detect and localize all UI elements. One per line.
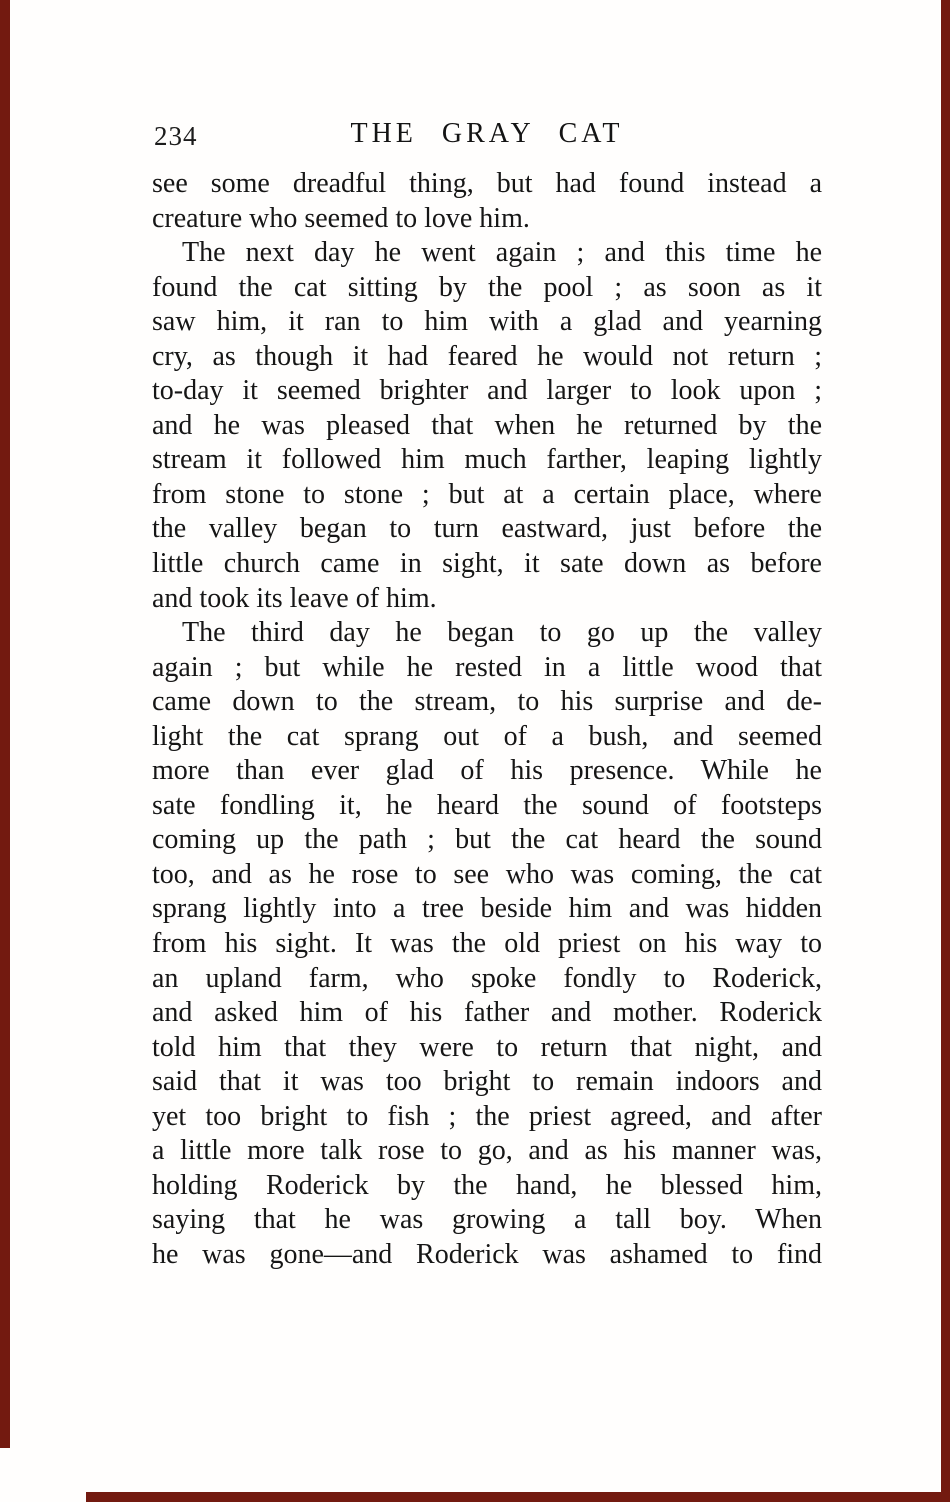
- page-number: 234: [154, 121, 198, 151]
- body-text: [152, 167, 822, 1273]
- scan-edge-left: [0, 0, 10, 1448]
- text-line: a little more talk rose to go, and as his manner was,: [152, 1135, 822, 1167]
- text-line: from stone to stone ; but at a certain place, where: [152, 478, 822, 510]
- text-line: the valley began to turn eastward, just before the: [152, 513, 822, 545]
- text-line: little church came in sight, it sate down as before: [152, 548, 822, 580]
- text-line: found the cat sitting by the pool ; as soon as it: [152, 271, 822, 303]
- text-line: said that it was too bright to remain indoors and: [152, 1066, 822, 1098]
- text-line: stream it followed him much farther, leaping lightly: [152, 444, 822, 476]
- scan-edge-right: [941, 0, 950, 1502]
- paragraph: [152, 236, 822, 616]
- text-line: The next day he went again ; and this time he: [182, 237, 822, 269]
- text-line: again ; but while he rested in a little wood that: [152, 651, 822, 683]
- text-line: yet too bright to fish ; the priest agreed, and after: [152, 1100, 822, 1132]
- paragraph: [152, 616, 822, 1272]
- text-line: saw him, it ran to him with a glad and yearning: [152, 306, 822, 338]
- text-line: sprang lightly into a tree beside him and was hidden: [152, 893, 822, 925]
- text-line: an upland farm, who spoke fondly to Roderick,: [152, 962, 822, 994]
- page-header: [152, 118, 822, 156]
- text-line: and asked him of his father and mother. Roderick: [152, 997, 822, 1029]
- text-line: creature who seemed to love him.: [152, 202, 530, 234]
- text-line: and took its leave of him.: [152, 582, 437, 614]
- text-line: sate fondling it, he heard the sound of footsteps: [152, 789, 822, 821]
- text-line: coming up the path ; but the cat heard the sound: [152, 824, 822, 856]
- paragraph: [152, 167, 822, 236]
- text-line: told him that they were to return that night, and: [152, 1031, 822, 1063]
- text-line: holding Roderick by the hand, he blessed him,: [152, 1169, 822, 1201]
- scan-edge-bottom: [86, 1492, 950, 1502]
- text-line: from his sight. It was the old priest on his way to: [152, 928, 822, 960]
- text-line: The third day he began to go up the valley: [182, 617, 822, 649]
- text-line: light the cat sprang out of a bush, and seemed: [152, 720, 822, 752]
- text-line: cry, as though it had feared he would not return ;: [152, 340, 822, 372]
- text-line: too, and as he rose to see who was coming, the cat: [152, 858, 822, 890]
- text-line: he was gone—and Roderick was ashamed to find: [152, 1238, 822, 1270]
- text-line: more than ever glad of his presence. While he: [152, 755, 822, 787]
- text-line: to-day it seemed brighter and larger to look upon ;: [152, 375, 822, 407]
- text-line: and he was pleased that when he returned by the: [152, 409, 822, 441]
- running-title: THE GRAY CAT: [350, 118, 624, 149]
- text-line: came down to the stream, to his surprise and de-: [152, 686, 822, 718]
- text-line: saying that he was growing a tall boy. When: [152, 1204, 822, 1236]
- text-line: see some dreadful thing, but had found instead a: [152, 168, 822, 199]
